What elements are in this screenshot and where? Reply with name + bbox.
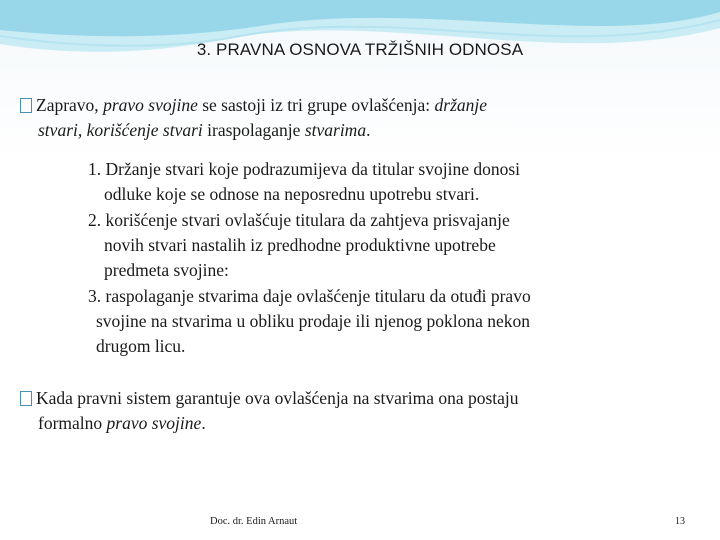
bullet-1-text-f: iraspolaganje xyxy=(202,120,305,140)
slide-title: 3. PRAVNA OSNOVA TRŽIŠNIH ODNOSA xyxy=(196,40,524,59)
bullet-1-text-c: se sastoji iz tri grupe ovlašćenja: xyxy=(197,95,435,115)
bullet-1-text-d: držanje xyxy=(434,95,488,115)
numbered-line-1: 1. Držanje stvari koje podrazumijeva da titular svojine donosi xyxy=(88,159,521,179)
bullet-1 xyxy=(20,93,700,143)
bullet-1-text-e: stvari, korišćenje stvari xyxy=(38,120,203,140)
numbered-line-8: drugom licu. xyxy=(96,336,186,356)
bullet-2-text-d: . xyxy=(201,413,206,433)
numbered-line-5: predmeta svojine: xyxy=(104,260,229,280)
numbered-line-2: odluke koje se odnose na neposrednu upotrebu stvari. xyxy=(104,184,480,204)
bullet-1-text-b: pravo svojine xyxy=(103,95,198,115)
bullet-1-text-h: . xyxy=(366,120,371,140)
square-bullet-icon xyxy=(20,391,32,406)
bullet-2-text-a: Kada pravni sistem garantuje ova ovlašćenja na stvarima ona postaju xyxy=(36,388,519,408)
numbered-line-6: 3. raspolaganje stvarima daje ovlašćenje titularu da otuđi pravo xyxy=(88,286,531,306)
page-number: 13 xyxy=(675,516,685,527)
bullet-1-text-g: stvarima xyxy=(304,120,367,140)
bullet-2 xyxy=(20,386,700,436)
square-bullet-icon xyxy=(20,98,32,113)
footer-author: Doc. dr. Edin Arnaut xyxy=(210,516,298,527)
bullet-1-text-a: Zapravo, xyxy=(36,95,104,115)
numbered-line-3: 2. korišćenje stvari ovlašćuje titulara da zahtjeva prisvajanje xyxy=(88,210,510,230)
bullet-2-text-c: pravo svojine xyxy=(106,413,202,433)
numbered-line-4: novih stvari nastalih iz predhodne produktivne upotrebe xyxy=(104,235,496,255)
numbered-list xyxy=(88,157,698,359)
numbered-line-7: svojine na stvarima u obliku prodaje ili njenog poklona nekon xyxy=(96,311,531,331)
bullet-2-text-b: formalno xyxy=(38,413,107,433)
